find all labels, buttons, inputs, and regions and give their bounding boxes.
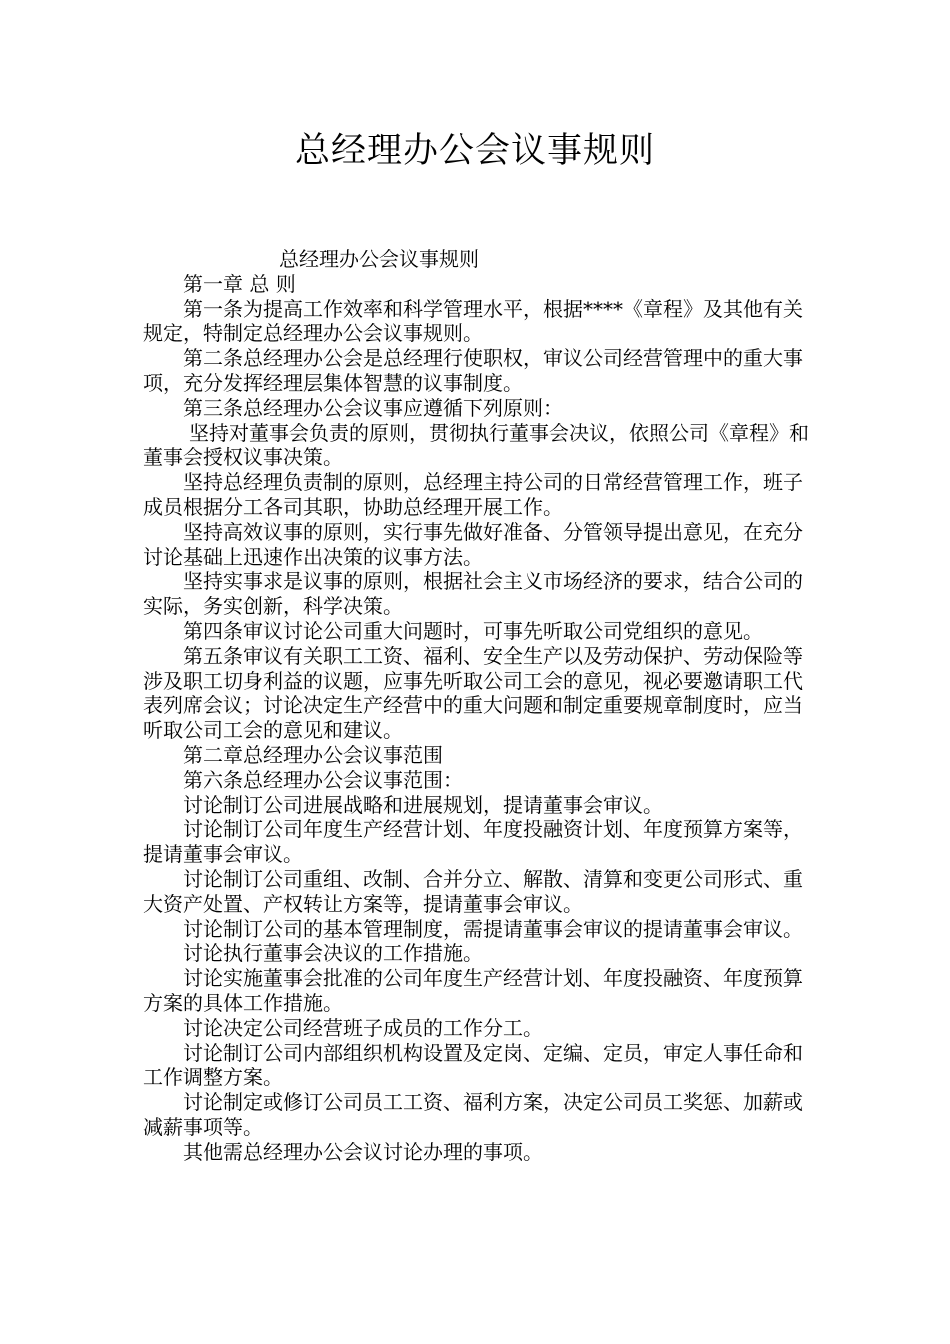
scope-item: 讨论制订公司进展战略和进展规划，提请董事会审议。: [183, 792, 663, 817]
scope-item: 讨论制订公司重组、改制、合并分立、解散、清算和变更公司形式、重大资产处置、产权转让方案等，提请董事会审议。: [143, 866, 803, 916]
scope-item: 讨论执行董事会决议的工作措施。: [183, 941, 483, 966]
body-subtitle: 总经理办公会议事规则: [279, 247, 479, 271]
article-paragraph: 第六条总经理办公会议事范围：: [183, 767, 463, 792]
scope-item: 讨论制定或修订公司员工工资、福利方案，决定公司员工奖惩、加薪或减薪事项等。: [143, 1090, 803, 1139]
scope-item: 讨论制订公司年度生产经营计划、年度投融资计划、年度预算方案等，提请董事会审议。: [143, 817, 803, 867]
chapter-heading: 第二章总经理办公会议事范围: [183, 742, 443, 767]
scope-item: 讨论制订公司内部组织机构设置及定岗、定编、定员，审定人事任命和工作调整方案。: [143, 1040, 803, 1090]
principle-paragraph: 坚持实事求是议事的原则，根据社会主义市场经济的要求，结合公司的实际，务实创新，科学决策。: [143, 569, 803, 619]
article-paragraph: 第五条审议有关职工工资、福利、安全生产以及劳动保护、劳动保险等涉及职工切身利益的议题，应事先听取公司工会的意见，视必要邀请职工代表列席会议；讨论决定生产经营中的重大问题和制定重要规章制度时，应当听取公司工会的意见和建议。: [143, 643, 803, 743]
principle-paragraph: 坚持对董事会负责的原则，贯彻执行董事会决议，依照公司《章程》和董事会授权议事决策。: [143, 420, 809, 470]
article-paragraph: 第四条审议讨论公司重大问题时，可事先听取公司党组织的意见。: [183, 618, 763, 643]
article-paragraph: 第一条为提高工作效率和科学管理水平，根据****《章程》及其他有关规定，特制定总经理办公会议事规则。: [143, 296, 803, 346]
article-paragraph: 第二条总经理办公会是总经理行使职权，审议公司经营管理中的重大事项，充分发挥经理层集体智慧的议事制度。: [143, 346, 803, 395]
scope-item: 其他需总经理办公会议讨论办理的事项。: [183, 1139, 543, 1164]
document-body: [143, 247, 813, 1164]
principle-paragraph: 坚持总经理负责制的原则，总经理主持公司的日常经营管理工作，班子成员根据分工各司其职，协助总经理开展工作。: [143, 470, 803, 519]
scope-item: 讨论制订公司的基本管理制度，需提请董事会审议的提请董事会审议。: [183, 916, 803, 941]
principle-paragraph: 坚持高效议事的原则，实行事先做好准备、分管领导提出意见，在充分讨论基础上迅速作出决策的议事方法。: [143, 519, 803, 569]
scope-item: 讨论决定公司经营班子成员的工作分工。: [183, 1015, 543, 1040]
scope-item: 讨论实施董事会批准的公司年度生产经营计划、年度投融资、年度预算方案的具体工作措施。: [143, 966, 803, 1015]
chapter-heading: 第一章 总 则: [183, 271, 296, 296]
article-paragraph: 第三条总经理办公会议事应遵循下列原则：: [183, 395, 563, 420]
document-title: 总经理办公会议事规则: [294, 131, 655, 171]
